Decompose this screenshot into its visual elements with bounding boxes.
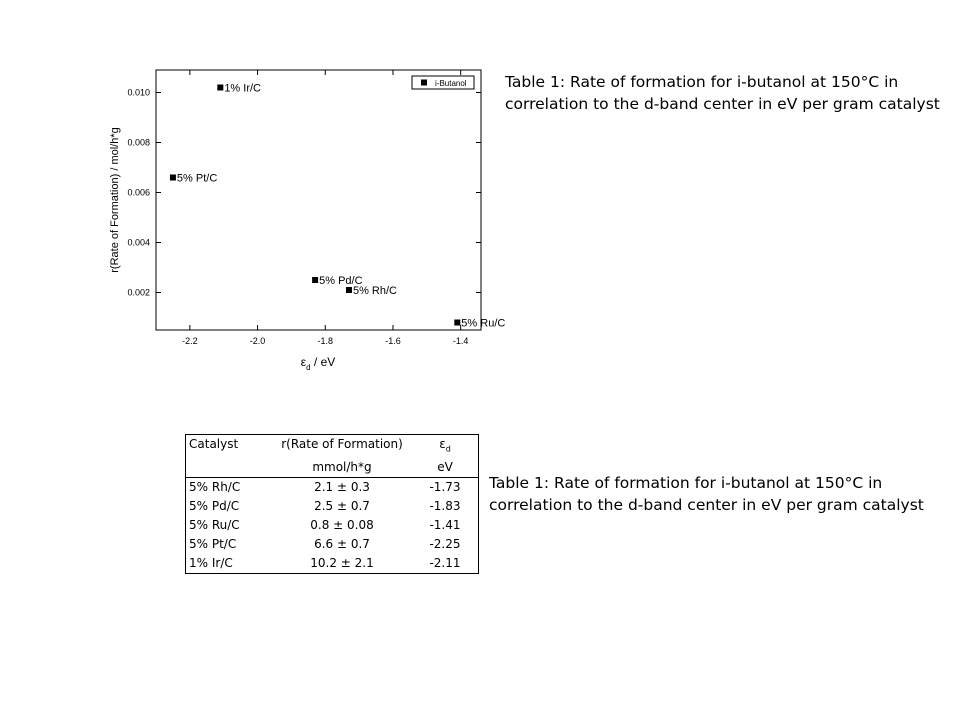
data-point-label: 5% Ru/C xyxy=(461,317,506,330)
table-cell: 2.5 ± 0.7 xyxy=(314,499,370,514)
x-tick-label: -1.4 xyxy=(452,336,469,346)
data-point-label: 5% Pt/C xyxy=(176,172,218,185)
y-axis-label: r(Rate of Formation) / mol/h*g xyxy=(109,127,121,273)
table-header-row xyxy=(186,435,479,459)
table-cell: 5% Ru/C xyxy=(189,518,240,533)
x-tick-label: -1.6 xyxy=(385,336,401,346)
table-units-row xyxy=(186,458,479,478)
y-tick-label: 0.010 xyxy=(127,87,150,98)
table-cell: 10.2 ± 2.1 xyxy=(310,556,374,571)
y-tick-label: 0.008 xyxy=(127,137,150,148)
table-header-ed: $\varepsilon_d$ xyxy=(439,437,451,454)
table-cell: -1.83 xyxy=(429,499,461,514)
table-cell: 5% Rh/C xyxy=(189,480,241,495)
table-cell: -2.25 xyxy=(429,537,461,552)
data-point-label: 1% Ir/C xyxy=(224,82,262,95)
table-header-rate: r(Rate of Formation) xyxy=(281,437,403,451)
table-cell: -1.41 xyxy=(429,518,461,533)
table-cell: 2.1 ± 0.3 xyxy=(314,480,370,495)
y-tick-label: 0.006 xyxy=(127,187,150,198)
data-point-label: 5% Pd/C xyxy=(319,275,363,287)
x-tick-label: -1.8 xyxy=(317,336,334,346)
data-point xyxy=(170,175,176,181)
table-cell: -2.11 xyxy=(429,556,461,571)
data-table xyxy=(185,434,479,574)
table-cell: 5% Pt/C xyxy=(189,537,237,552)
table-row xyxy=(186,535,479,554)
table-cell: 6.6 ± 0.7 xyxy=(314,537,370,552)
table-unit-ed: eV xyxy=(412,458,479,478)
table-row xyxy=(186,554,479,574)
data-point xyxy=(217,85,223,91)
table-row xyxy=(186,497,479,516)
table-cell: -1.73 xyxy=(429,480,461,495)
plot-frame xyxy=(156,70,481,330)
table-row xyxy=(186,516,479,535)
x-tick-label: -2.0 xyxy=(249,336,266,346)
data-point xyxy=(346,287,352,293)
table-header-catalyst: Catalyst xyxy=(189,437,239,451)
legend xyxy=(412,76,474,89)
table-row xyxy=(186,478,479,498)
caption-top: Table 1: Rate of formation for i-butanol at 150°C in correlation to the d-band center in eV per gram catalyst xyxy=(505,73,940,113)
table-unit-catalyst xyxy=(186,458,273,478)
y-tick-label: 0.002 xyxy=(127,287,150,298)
legend-marker xyxy=(421,80,427,86)
table-unit-rate: mmol/h*g xyxy=(272,458,412,478)
table-cell: 1% Ir/C xyxy=(189,556,233,571)
data-point-label: 5% Rh/C xyxy=(352,285,397,297)
x-tick-label: -2.2 xyxy=(182,336,198,346)
caption-bottom: Table 1: Rate of formation for i-butanol at 150°C in correlation to the d-band center in eV per gram catalyst xyxy=(489,474,924,514)
x-axis-label: $\varepsilon_d$ / eV xyxy=(300,355,336,372)
table-cell: 0.8 ± 0.08 xyxy=(310,518,374,533)
y-tick-label: 0.004 xyxy=(127,237,150,248)
table-cell: 5% Pd/C xyxy=(189,499,240,514)
data-point xyxy=(312,277,318,283)
data-point xyxy=(454,320,460,326)
legend-label: i-Butanol xyxy=(435,79,467,88)
